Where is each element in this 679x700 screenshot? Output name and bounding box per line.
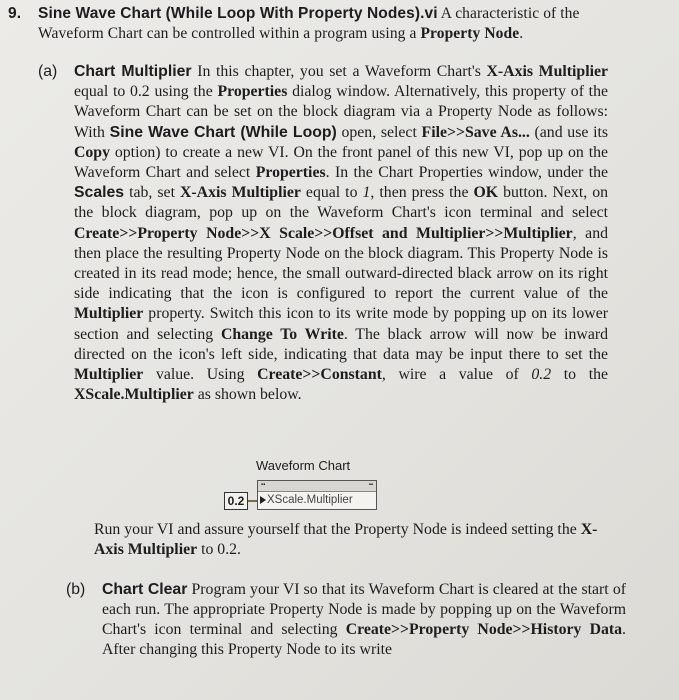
numeric-constant: 0.2	[224, 492, 248, 510]
part-a-heading: Chart Multiplier	[74, 63, 192, 80]
part-b-body: Chart Clear Program your VI so that its Waveform Chart is cleared at the start of each run. The appropriate Property Node is made by popping up on the Waveform Chart's icon terminal and selecting Create>>Property Node>>History Data. After changing this Property Node to its write	[102, 581, 626, 658]
part-a-body: Chart Multiplier In this chapter, you set a Waveform Chart's X-Axis Multiplier equal to 0.2 using the Properties dialog window. Alternatively, this property of the Waveform Chart can be set on the block diagram via a Property Node as follows: With Sine Wave Chart (While Loop) open, select File>>Save As... (and use its Copy option) to create a new VI. On the front panel of this new VI, pop up on the Waveform Chart and select Properties. In the Chart Properties window, under the Scales tab, set X-Axis Multiplier equal to 1, then press the OK button. Next, on the block diagram, pop up on the Waveform Chart's icon terminal and select Create>>Property Node>>X Scale>>Offset and Multiplier>>Multiplier, and then place the resulting Property Node on the block diagram. This Property Node is created in its read mode; hence, the small outward-directed black arrow on its right side indicating that the icon is configured to report the current value of the Multiplier property. Switch this icon to its write mode by popping up on its lower section and selecting Change To Write. The black arrow will now be inward directed on the icon's left side, indicating that data may be input there to set the Multiplier value. Using Create>>Constant, wire a value of 0.2 to the XScale.Multiplier as shown below.	[74, 63, 609, 404]
part-b	[66, 580, 626, 660]
run-instructions: Run your VI and assure yourself that the Property Node is indeed setting the X-Axis Multiplier to 0.2.	[94, 521, 598, 558]
vi-title: Sine Wave Chart (While Loop With Property Nodes).vi	[38, 5, 438, 22]
problem-9	[8, 4, 648, 44]
write-arrow-icon	[260, 496, 266, 504]
part-a	[38, 62, 608, 405]
part-b-heading: Chart Clear	[102, 581, 188, 598]
problem-number: 9.	[8, 5, 22, 22]
property-item	[258, 492, 376, 508]
wire	[248, 500, 257, 502]
part-a-label: (a)	[38, 63, 58, 80]
property-node	[257, 480, 377, 510]
chart-terminal-icon: ▪▪	[261, 482, 266, 488]
problem-intro: Sine Wave Chart (While Loop With Property Nodes).vi A characteristic of the Waveform Chart can be controlled within a program using a Property Node.	[38, 5, 580, 42]
figure-title: Waveform Chart	[256, 458, 351, 473]
property-node-header	[258, 481, 376, 492]
part-b-label: (b)	[66, 581, 86, 598]
property-node-figure	[222, 458, 382, 518]
chart-terminal-icon-right: ▪▪	[368, 482, 373, 488]
property-name: XScale.Multiplier	[267, 494, 353, 506]
